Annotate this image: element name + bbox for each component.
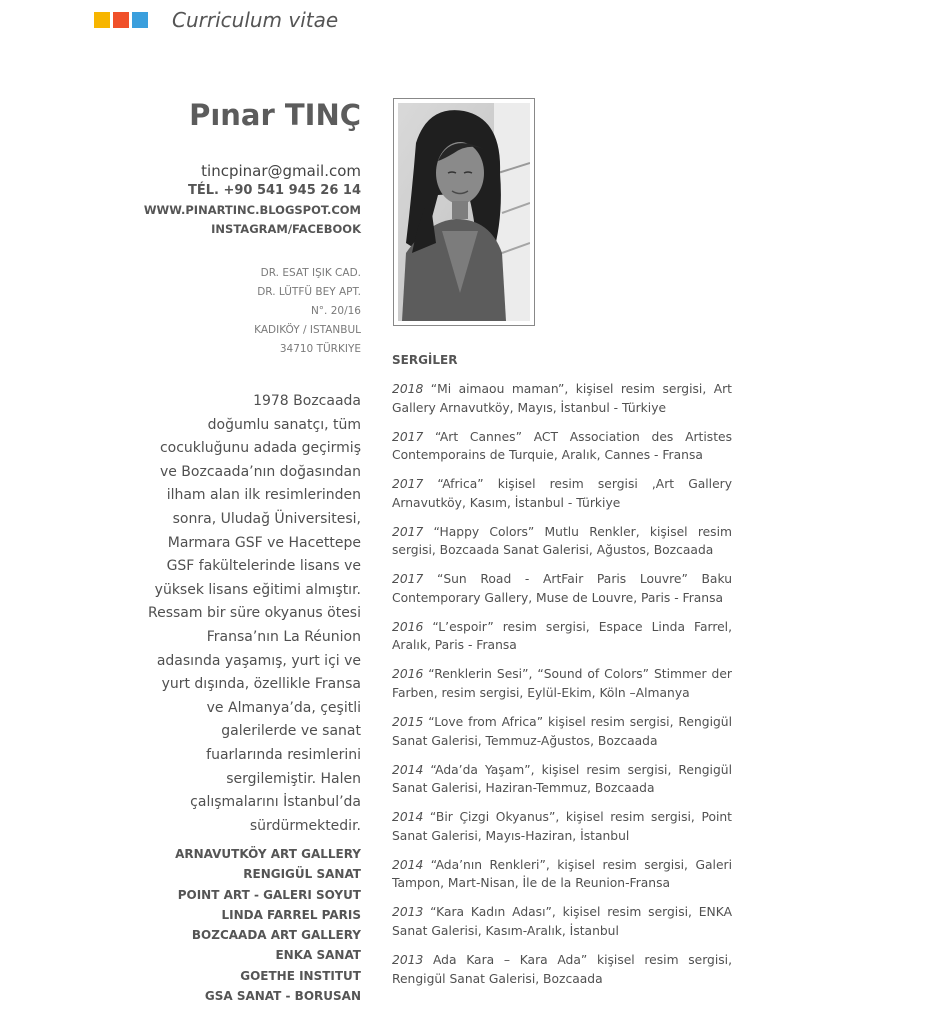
biography bbox=[145, 390, 361, 838]
exhibition-item bbox=[392, 761, 732, 798]
gallery-item: RENGIGÜL SANAT bbox=[243, 867, 361, 882]
gallery-item: ENKA SANAT bbox=[275, 948, 361, 963]
exhibition-text: “Love from Africa” kişisel resim sergisi, Rengigül Sanat Galerisi, Temmuz-Ağustos, Bozcaada bbox=[392, 715, 732, 748]
exhibition-item bbox=[392, 618, 732, 655]
bio-line: sonra, Uludağ Üniversitesi, bbox=[172, 510, 361, 527]
color-square-blue bbox=[132, 12, 148, 28]
exhibition-item bbox=[392, 380, 732, 417]
address-line: KADIKÖY / ISTANBUL bbox=[254, 324, 361, 336]
exhibition-text: “L’espoir” resim sergisi, Espace Linda Farrel, Aralık, Paris - Fransa bbox=[392, 619, 732, 653]
bio-line: fuarlarında resimlerini bbox=[206, 746, 361, 763]
bio-line: Fransa’nın La Réunion bbox=[206, 628, 361, 645]
exhibition-item bbox=[392, 713, 732, 750]
exhibition-year: 2017 bbox=[392, 572, 424, 587]
exhibition-text: “Art Cannes” ACT Association des Artistes Contemporains de Turquie, Aralık, Cannes - Fransa bbox=[392, 429, 732, 463]
exhibition-year: 2014 bbox=[392, 857, 424, 872]
exhibition-text: “Kara Kadın Adası”, kişisel resim sergisi, ENKA Sanat Galerisi, Kasım-Aralık, İstanbul bbox=[392, 905, 732, 938]
exhibition-year: 2014 bbox=[392, 810, 424, 825]
exhibition-year: 2017 bbox=[392, 429, 424, 444]
exhibition-year: 2017 bbox=[392, 477, 424, 492]
gallery-item: BOZCAADA ART GALLERY bbox=[191, 928, 361, 943]
bio-line: 1978 Bozcaada bbox=[253, 393, 361, 409]
color-square-red bbox=[113, 12, 129, 28]
phone-number: TÉL. +90 541 945 26 14 bbox=[187, 183, 361, 198]
exhibition-item bbox=[392, 808, 732, 845]
exhibition-item bbox=[392, 665, 732, 702]
exhibition-item bbox=[392, 856, 732, 893]
bio-line: yurt dışında, özellikle Fransa bbox=[161, 676, 361, 693]
exhibition-year: 2013 bbox=[392, 952, 424, 967]
exhibition-year: 2015 bbox=[392, 715, 424, 730]
bio-line: ilham alan ilk resimlerinden bbox=[166, 487, 361, 504]
exhibition-text: “Ada’da Yaşam”, kişisel resim sergisi, Rengigül Sanat Galerisi, Haziran-Temmuz, Bozcaada bbox=[392, 762, 732, 796]
gallery-item: POINT ART - GALERI SOYUT bbox=[177, 887, 361, 902]
exhibition-text: “Happy Colors” Mutlu Renkler, kişisel resim sergisi, Bozcaada Sanat Galerisi, Ağustos, Bozcaada bbox=[392, 524, 732, 558]
gallery-item: GSA SANAT - BORUSAN bbox=[204, 989, 361, 1004]
address-line: N°. 20/16 bbox=[310, 305, 361, 317]
bio-line: GSF fakültelerinde lisans ve bbox=[166, 558, 361, 575]
bio-line: galerilerde ve sanat bbox=[221, 723, 361, 740]
social-links: INSTAGRAM/FACEBOOK bbox=[211, 222, 361, 236]
exhibition-text: “Sun Road - ArtFair Paris Louvre” Baku Contemporary Gallery, Muse de Louvre, Paris - Fransa bbox=[392, 572, 732, 605]
postal-address bbox=[254, 264, 361, 359]
address-line: DR. LÜTFÜ BEY APT. bbox=[257, 286, 361, 298]
bio-line: sürdürmektedir. bbox=[249, 817, 361, 834]
bio-line: ve Bozcaada’nın doğasından bbox=[159, 463, 361, 480]
website-link[interactable]: WWW.PINARTINC.BLOGSPOT.COM bbox=[143, 203, 361, 217]
gallery-item: LINDA FARREL PARIS bbox=[221, 907, 361, 922]
exhibitions-list bbox=[392, 380, 732, 999]
portrait-photo-image bbox=[398, 103, 530, 321]
exhibition-year: 2013 bbox=[392, 905, 424, 920]
exhibition-item bbox=[392, 475, 732, 512]
exhibition-year: 2018 bbox=[392, 382, 424, 396]
exhibition-item bbox=[392, 428, 732, 465]
color-square-yellow bbox=[94, 12, 110, 28]
exhibition-item bbox=[392, 523, 732, 560]
address-line: 34710 TÜRKIYE bbox=[279, 343, 361, 355]
exhibition-year: 2014 bbox=[392, 762, 424, 777]
exhibition-text: “Mi aimaou maman”, kişisel resim sergisi, Art Gallery Arnavutköy, Mayıs, İstanbul - Türkiye bbox=[392, 382, 732, 415]
bio-line: adasında yaşamış, yurt içi ve bbox=[156, 652, 361, 669]
bio-line: sergilemiştir. Halen bbox=[226, 770, 361, 787]
exhibition-year: 2017 bbox=[392, 524, 424, 539]
exhibition-text: “Renklerin Sesi”, “Sound of Colors” Stimmer der Farben, resim sergisi, Eylül-Ekim, Köln –Almanya bbox=[392, 667, 732, 701]
person-name: Pınar TINÇ bbox=[189, 98, 361, 132]
gallery-item: ARNAVUTKÖY ART GALLERY bbox=[175, 847, 361, 861]
exhibition-year: 2016 bbox=[392, 667, 424, 682]
address-line: DR. ESAT IŞIK CAD. bbox=[260, 267, 361, 279]
bio-line: cocukluğunu adada geçirmiş bbox=[159, 440, 361, 457]
exhibition-text: “Bir Çizgi Okyanus”, kişisel resim sergisi, Point Sanat Galerisi, Mayıs-Haziran, İstanbul bbox=[392, 810, 732, 843]
gallery-list bbox=[175, 844, 361, 1006]
email-link[interactable]: tincpinar@gmail.com bbox=[201, 162, 361, 180]
exhibition-item bbox=[392, 903, 732, 940]
bio-line: çalışmalarını İstanbul’da bbox=[190, 794, 361, 811]
exhibition-item bbox=[392, 570, 732, 607]
portrait-photo bbox=[393, 98, 535, 326]
bio-line: Ressam bir süre okyanus ötesi bbox=[147, 605, 361, 622]
exhibition-text: “Africa” kişisel resim sergisi ,Art Gallery Arnavutköy, Kasım, İstanbul - Türkiye bbox=[392, 477, 732, 510]
bio-line: ve Almanya’da, çeşitli bbox=[206, 699, 361, 716]
bio-line: Marmara GSF ve Hacettepe bbox=[167, 534, 361, 551]
bio-line: doğumlu sanatçı, tüm bbox=[207, 416, 361, 433]
document-title: Curriculum vitae bbox=[172, 8, 339, 32]
exhibition-item bbox=[392, 951, 732, 988]
exhibition-year: 2016 bbox=[392, 619, 424, 634]
exhibition-text: “Ada’nın Renkleri”, kişisel resim sergisi, Galeri Tampon, Mart-Nisan, İle de la Reunion-Fransa bbox=[392, 857, 732, 891]
exhibitions-heading: SERGİLER bbox=[392, 353, 458, 367]
exhibition-text: Ada Kara – Kara Ada” kişisel resim sergisi, Rengigül Sanat Galerisi, Bozcaada bbox=[392, 952, 732, 986]
bio-line: yüksek lisans eğitimi almıştır. bbox=[154, 581, 361, 598]
gallery-item: GOETHE INSTITUT bbox=[240, 968, 361, 983]
